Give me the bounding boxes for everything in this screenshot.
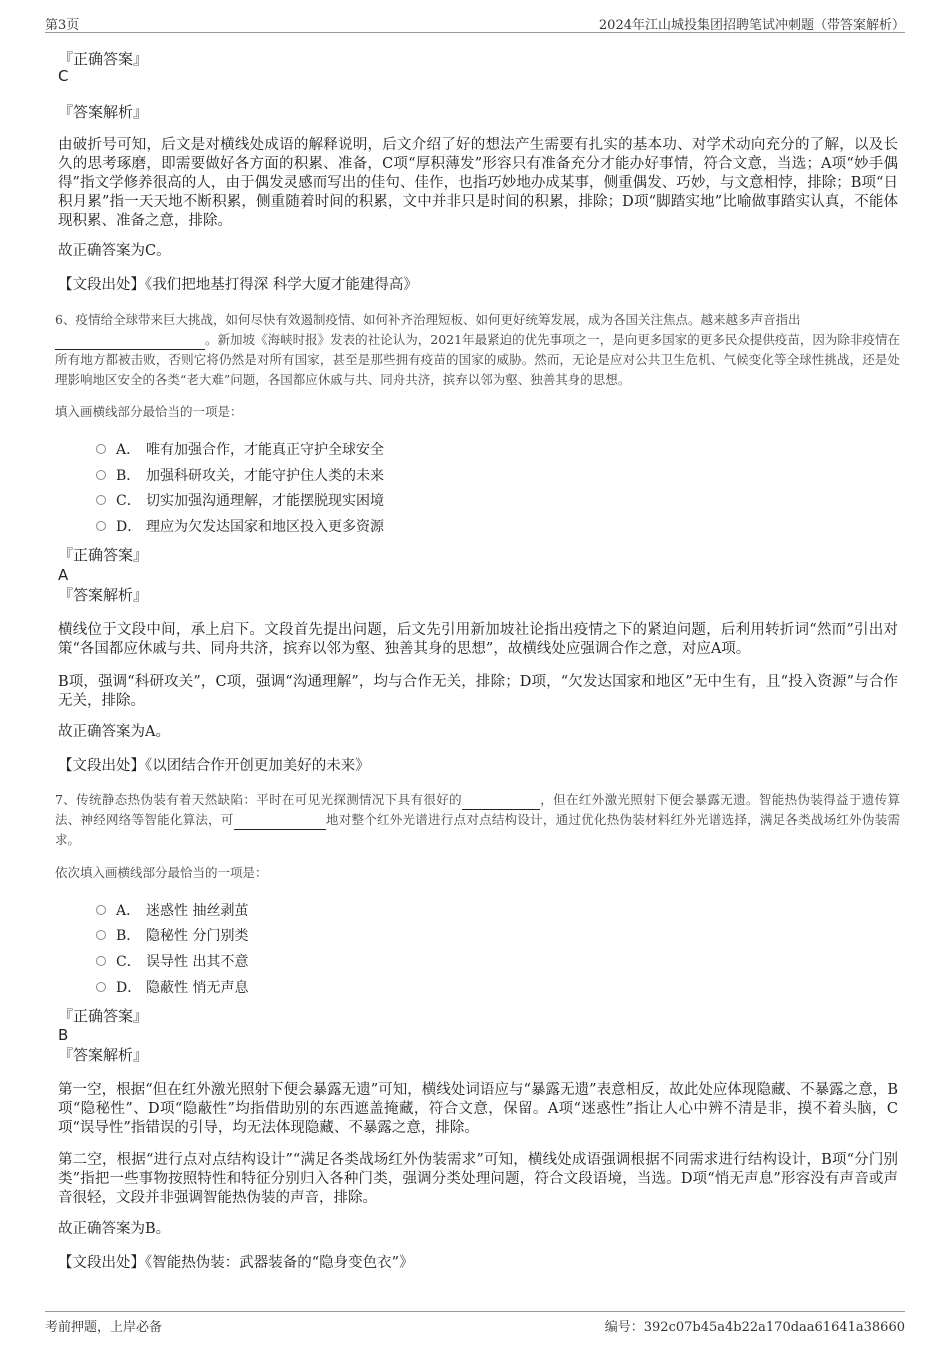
stem-text: ，但在红外激光照射下便会暴露无遗。智能热伪装得益于遗传算法、神经网络等智能化算法，可 xyxy=(55,792,900,827)
fill-blank xyxy=(462,795,540,810)
page-footer xyxy=(45,1311,905,1336)
analysis-paragraph: 横线位于文段中间，承上启下。文段首先提出问题，后文先引用新加坡社论指出疫情之下的紧迫问题，后利用转折词“然而”引出对策“各国都应休戚与共、同舟共济，摈弃以邻为壑、独善其身的思想”，故横线处应强调合作之意，对应A项。 xyxy=(58,622,898,657)
radio-icon[interactable] xyxy=(96,470,106,480)
option-c[interactable]: C． 切实加强沟通理解，才能摆脱现实困境 xyxy=(96,492,384,510)
radio-icon[interactable] xyxy=(96,956,106,966)
source-citation: 【文段出处】《以团结合作开创更加美好的未来》 xyxy=(58,758,370,774)
analysis-paragraph: 第二空，根据“进行点对点结构设计”“满足各类战场红外伪装需求”可知，横线处成语强调根据不同需求进行结构设计，B项“分门别类”指把一些事物按照特性和特征分别归入各种门类，强调分类处理问题，符合文段语境，当选。D项“悄无声息”形容没有声音或声音很轻，文段并非强调智能热伪装的声音，排除。 xyxy=(58,1152,898,1206)
conclusion: 故正确答案为B。 xyxy=(58,1221,171,1237)
source-citation: 【文段出处】《智能热伪装：武器装备的“隐身变色衣”》 xyxy=(58,1255,414,1271)
analysis-label: 『答案解析』 xyxy=(58,103,149,121)
correct-answer: C xyxy=(58,67,69,85)
stem-text: 地对整个红外光谱进行点对点结构设计，通过优化热伪装材料红外光谱选择，满足各类战场红外伪装需求。 xyxy=(55,812,900,847)
radio-icon[interactable] xyxy=(96,982,106,992)
radio-icon[interactable] xyxy=(96,444,106,454)
radio-icon[interactable] xyxy=(96,905,106,915)
fill-blank xyxy=(234,815,326,830)
analysis-label: 『答案解析』 xyxy=(58,1046,149,1064)
answer-label: 『正确答案』 xyxy=(58,1007,149,1025)
correct-answer: A xyxy=(58,566,69,584)
conclusion: 故正确答案为A。 xyxy=(58,724,170,740)
footer-slogan: 考前押题，上岸必备 xyxy=(45,1320,163,1335)
option-d[interactable]: D． 理应为欠发达国家和地区投入更多资源 xyxy=(96,518,384,536)
question-prompt: 依次填入画横线部分最恰当的一项是： xyxy=(55,865,268,880)
document-title: 2024年江山城投集团招聘笔试冲刺题（带答案解析） xyxy=(598,18,905,33)
radio-icon[interactable] xyxy=(96,930,106,940)
fill-blank xyxy=(55,335,205,350)
option-d[interactable]: D． 隐蔽性 悄无声息 xyxy=(96,979,248,997)
option-c[interactable]: C． 误导性 出其不意 xyxy=(96,953,248,971)
answer-label: 『正确答案』 xyxy=(58,50,149,68)
stem-text: 6、疫情给全球带来巨大挑战，如何尽快有效遏制疫情、如何补齐治理短板、如何更好统筹发展，成为各国关注焦点。越来越多声音指出 xyxy=(55,312,801,327)
page-number: 第3页 xyxy=(45,18,80,33)
analysis-paragraph: 第一空，根据“但在红外激光照射下便会暴露无遗”可知，横线处词语应与“暴露无遗”表意相反，故此处应体现隐藏、不暴露之意，B项“隐秘性”、D项“隐蔽性”均指借助别的东西遮盖掩藏，符合文意，保留。A项“迷惑性”指让人心中辨不清是非，摸不着头脑，C项“误导性”指错误的引导，均无法体现隐藏、不暴露之意，排除。 xyxy=(58,1082,898,1136)
analysis-paragraph: 由破折号可知，后文是对横线处成语的解释说明，后文介绍了好的想法产生需要有扎实的基本功、对学术动向充分的了解，以及长久的思考琢磨，即需要做好各方面的积累、准备，C项“厚积薄发”形容只有准备充分才能办好事情，符合文意，当选；A项“妙手偶得”指文学修养很高的人，由于偶发灵感而写出的佳句、佳作，也指巧妙地办成某事，侧重偶发、巧妙，与文意相悖，排除；B项“日积月累”指一天天地不断积累，侧重随着时间的积累，文中并非只是时间的积累，排除；D项“脚踏实地”比喻做事踏实认真，不能体现积累、准备之意，排除。 xyxy=(58,137,898,229)
option-b[interactable]: B． 加强科研攻关，才能守护住人类的未来 xyxy=(96,467,384,485)
question-stem xyxy=(55,790,900,850)
option-b[interactable]: B． 隐秘性 分门别类 xyxy=(96,927,248,945)
stem-text: 。新加坡《海峡时报》发表的社论认为，2021年最紧迫的优先事项之一，是向更多国家的更多民众提供疫苗，因为除非疫情在所有地方都被击败，否则它将仍然是对所有国家，甚至是那些拥有疫苗的国家的威胁。然而，无论是应对公共卫生危机、气候变化等全球性挑战，还是处理影响地区安全的各类“老大难”问题，各国都应休戚与共、同舟共济，摈弃以邻为壑、独善其身的思想。 xyxy=(55,332,900,387)
source-citation: 【文段出处】《我们把地基打得深 科学大厦才能建得高》 xyxy=(58,277,418,293)
analysis-label: 『答案解析』 xyxy=(58,586,149,604)
conclusion: 故正确答案为C。 xyxy=(58,243,171,259)
option-a[interactable]: A． 唯有加强合作，才能真正守护全球安全 xyxy=(96,441,384,459)
answer-label: 『正确答案』 xyxy=(58,546,149,564)
document-id: 编号：392c07b45a4b22a170daa61641a38660 xyxy=(604,1320,905,1335)
radio-icon[interactable] xyxy=(96,521,106,531)
option-a[interactable]: A． 迷惑性 抽丝剥茧 xyxy=(96,902,248,920)
analysis-paragraph: B项，强调“科研攻关”，C项，强调“沟通理解”，均与合作无关，排除；D项，“欠发达国家和地区”无中生有，且“投入资源”与合作无关，排除。 xyxy=(58,674,898,709)
correct-answer: B xyxy=(58,1026,69,1044)
question-prompt: 填入画横线部分最恰当的一项是： xyxy=(55,404,243,419)
question-stem xyxy=(55,310,900,390)
radio-icon[interactable] xyxy=(96,495,106,505)
page-header xyxy=(45,12,905,33)
stem-text: 7、传统静态热伪装有着天然缺陷：平时在可见光探测情况下具有很好的 xyxy=(55,792,462,807)
